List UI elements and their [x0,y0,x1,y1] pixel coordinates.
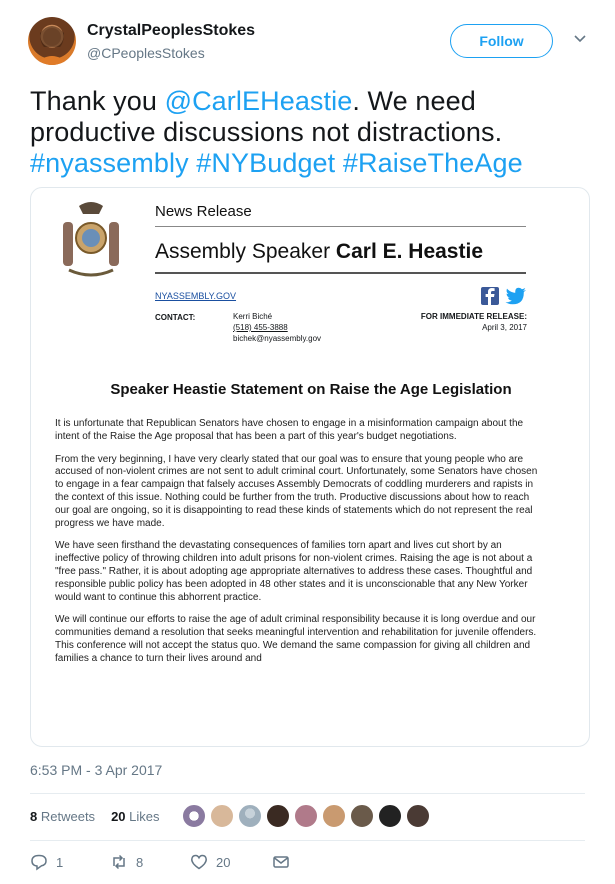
contact-info [233,311,321,344]
user-handle[interactable]: @CPeoplesStokes [87,45,205,61]
reply-count: 1 [56,854,64,870]
divider [30,793,585,794]
tweet-header [0,0,615,80]
likes-stat[interactable] [111,809,159,824]
doc-title-name: Carl E. Heastie [335,240,483,263]
tweet-stats [30,809,160,824]
contact-label: CONTACT: [155,313,196,322]
doc-title-prefix: Assembly Speaker [155,240,336,263]
release-info [331,311,527,333]
divider [155,272,526,274]
heart-icon [190,853,208,871]
paragraph: From the very beginning, I have very clearly stated that our goal was to ensure that young people who are accused of non-violent crimes are not sent to adult criminal court. Unfortunately, some Senators have chosen to engage in a fear campaign that falsely accuses Assembly Democrats of coddling murderers and rapists in the context of this issue. Nothing could be further from the truth. Productive discussions about how to reach our goal are ongoing, so it is disappointing to read these kinds of statements which do not represent the real progress we have made. [55,453,538,529]
follow-button[interactable]: Follow [450,24,553,58]
hashtag-link[interactable]: #RaiseTheAge [342,148,523,178]
retweets-label: Retweets [40,809,96,824]
statement-body [55,418,543,676]
hashtag-link[interactable]: #NYBudget [196,148,336,178]
avatar[interactable] [28,17,76,65]
like-button[interactable] [190,853,230,871]
retweets-stat[interactable] [30,809,95,824]
contact-name: Kerri Biché [233,312,273,321]
chevron-down-icon[interactable] [573,32,587,46]
contact-email: bichek@nyassembly.gov [233,334,322,343]
liker-avatar[interactable] [406,804,430,828]
tweet-text-end: . We need productive discussions not distractions. [30,86,503,147]
reply-icon [30,853,48,871]
tweet-actions [30,853,360,875]
tweet-text [30,86,595,179]
statement-title: Speaker Heastie Statement on Raise the Age Legislation [110,381,512,398]
doc-kicker: News Release [155,203,252,220]
retweet-button[interactable] [110,853,143,871]
contact-phone: (518) 455-3888 [233,323,288,332]
like-count: 20 [216,854,231,870]
paragraph: We have seen firsthand the devastating consequences of families torn apart and lives cut short by an ineffective policy of throwing children into adult prisons for non-violent crimes. Raising the age is not about a "free pass." Rather, it is about adopting age appropriate alternatives to address these cases. Thoughtful and responsible public policy has been adopted in 48 other states and it is unconscionable that any New Yorker would want to continue this abhorrent practice. [55,540,533,603]
hashtag-link[interactable]: #nyassembly [30,148,189,178]
doc-title [155,240,483,264]
reply-button[interactable] [30,853,63,871]
display-name[interactable]: CrystalPeoplesStokes [87,22,256,39]
twitter-icon [506,288,527,305]
liker-avatar[interactable] [238,804,262,828]
tweet-timestamp[interactable]: 6:53 PM - 3 Apr 2017 [30,762,163,778]
doc-url: NYASSEMBLY.GOV [155,291,237,301]
tweet-media-image[interactable] [30,187,590,747]
release-label: FOR IMMEDIATE RELEASE: [420,312,527,321]
press-release-document [31,188,590,747]
liker-avatars [182,804,430,828]
release-date: April 3, 2017 [482,323,527,332]
liker-avatar[interactable] [378,804,402,828]
ny-state-seal-icon [59,200,123,284]
liker-avatar[interactable] [182,804,206,828]
paragraph: We will continue our efforts to raise the age of adult criminal responsibility because it is long overdue and our communities demand a resolution that seeks meaningful intervention and rehabilitation for juvenile offenders. This conference will not accept the status quo. We demand the same compassion for giving all children and families a chance to turn their lives around and [55,614,537,664]
liker-avatar[interactable] [350,804,374,828]
retweets-count: 8 [30,809,38,824]
liker-avatar[interactable] [210,804,234,828]
retweet-count: 8 [136,854,144,870]
social-icons [481,286,527,306]
paragraph: It is unfortunate that Republican Senators have chosen to engage in a misinformation campaign about the intent of the Raise the Age proposal that has been a part of this year's budget negotiations. [55,418,524,442]
liker-avatar[interactable] [266,804,290,828]
likes-label: Likes [129,809,160,824]
direct-message-button[interactable] [272,853,290,871]
liker-avatar[interactable] [322,804,346,828]
envelope-icon [272,853,290,871]
divider [30,840,585,841]
tweet-text-start: Thank you [30,86,165,116]
divider [155,226,526,227]
retweet-icon [110,853,128,871]
liker-avatar[interactable] [294,804,318,828]
likes-count: 20 [111,809,126,824]
mention-link[interactable]: @CarlEHeastie [164,86,353,116]
